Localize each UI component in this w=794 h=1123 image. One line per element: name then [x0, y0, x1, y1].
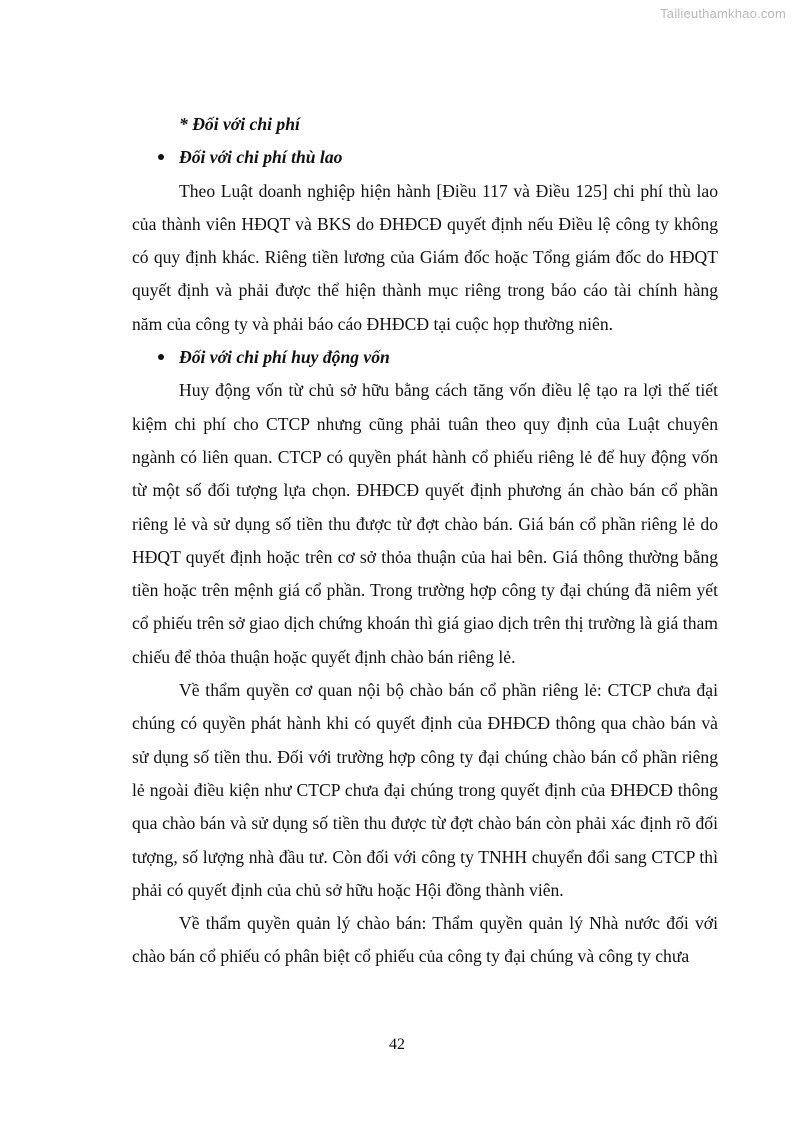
paragraph-internal-authority: Về thẩm quyền cơ quan nội bộ chào bán cổ phần riêng lẻ: CTCP chưa đại chúng có quyền phát hành khi có quyết định của ĐHĐCĐ thông qua chào bán và sử dụng số tiền thu. Đối với trường hợp công ty đại chúng chào bán cổ phần riêng lẻ ngoài điều kiện như CTCP chưa đại chúng trong quyết định của ĐHĐCĐ thông qua chào bán và sử dụng số tiền thu được từ đợt chào bán còn phải xác định rõ đối tượng, số lượng nhà đầu tư. Còn đối với công ty TNHH chuyển đổi sang CTCP thì phải có quyết định của chủ sở hữu hoặc Hội đồng thành viên. — [132, 680, 718, 900]
page-number: 42 — [389, 1036, 405, 1053]
watermark: Tailieuthamkhao.com — [660, 6, 786, 21]
paragraph-management-authority: Về thẩm quyền quản lý chào bán: Thẩm quyền quản lý Nhà nước đối với chào bán cổ phiếu có phân biệt cổ phiếu của công ty đại chúng và công ty chưa — [132, 913, 718, 967]
bullet-capital — [132, 341, 718, 374]
bullet-remuneration-label: Đối với chi phí thù lao — [179, 147, 343, 168]
bullet-icon — [158, 154, 164, 160]
section-heading: * Đối với chi phí — [179, 114, 300, 134]
paragraph-capital-raising: Huy động vốn từ chủ sở hữu bằng cách tăng vốn điều lệ tạo ra lợi thế tiết kiệm chi phí cho CTCP nhưng cũng phải tuân theo quy định của Luật chuyên ngành có liên quan. CTCP có quyền phát hành cổ phiếu riêng lẻ để huy động vốn từ một số đối tượng lựa chọn. ĐHĐCĐ quyết định phương án chào bán cổ phần riêng lẻ và sử dụng số tiền thu được từ đợt chào bán. Giá bán cổ phần riêng lẻ do HĐQT quyết định hoặc trên cơ sở thỏa thuận của hai bên. Giá thông thường bằng tiền hoặc trên mệnh giá cổ phần. Trong trường hợp công ty đại chúng đã niêm yết cổ phiếu trên sở giao dịch chứng khoán thì giá giao dịch trên thị trường là giá tham chiếu để thỏa thuận hoặc quyết định chào bán riêng lẻ. — [132, 380, 718, 667]
bullet-icon — [158, 354, 164, 360]
page-body — [132, 108, 718, 974]
paragraph-remuneration: Theo Luật doanh nghiệp hiện hành [Điều 117 và Điều 125] chi phí thù lao của thành viên HĐQT và BKS do ĐHĐCĐ quyết định nếu Điều lệ công ty không có quy định khác. Riêng tiền lương của Giám đốc hoặc Tổng giám đốc do HĐQT quyết định và phải được thể hiện thành mục riêng trong báo cáo tài chính hàng năm của công ty và phải báo cáo ĐHĐCĐ tại cuộc họp thường niên. — [132, 180, 718, 334]
bullet-capital-label: Đối với chi phí huy động vốn — [179, 347, 390, 368]
bullet-remuneration — [132, 141, 718, 174]
